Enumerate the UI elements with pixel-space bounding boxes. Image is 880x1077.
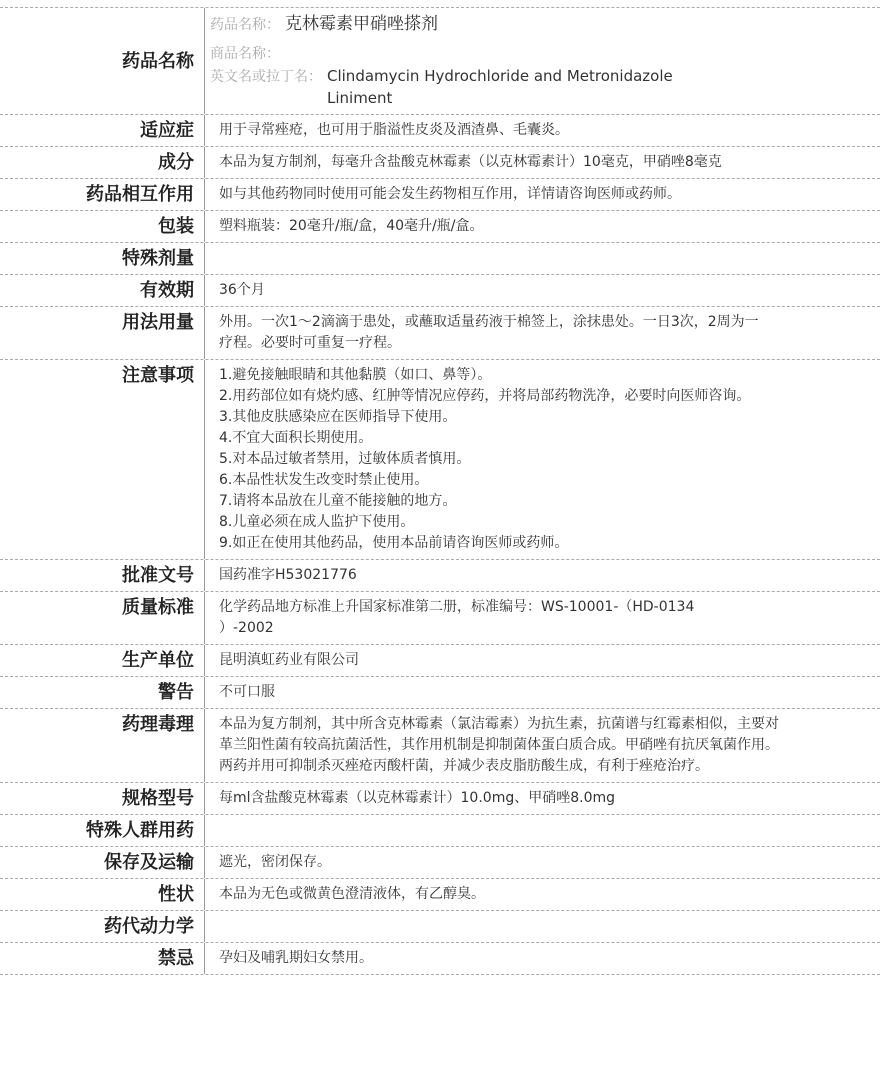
row-value (205, 645, 880, 676)
value-line: 7.请将本品放在儿童不能接触的地方。 (219, 493, 457, 509)
row-label: 药品相互作用 (0, 179, 205, 210)
field-label: 英文名或拉丁名： (210, 69, 322, 85)
value-line: ）-2002 (219, 620, 274, 636)
row-label: 用法用量 (0, 307, 205, 359)
field-label: 药品名称： (210, 17, 280, 33)
table-row (0, 8, 880, 115)
table-row (0, 179, 880, 211)
value-line: 3.其他皮肤感染应在医师指导下使用。 (219, 409, 457, 425)
value-line (219, 916, 862, 937)
table-row (0, 560, 880, 592)
value-line: Clindamycin Hydrochloride and Metronidazole (327, 67, 673, 85)
table-row (0, 360, 880, 560)
row-value (205, 911, 880, 942)
name-field (210, 65, 862, 109)
value-line: 昆明滇虹药业有限公司 (219, 652, 359, 668)
value-line: 国药准字H53021776 (219, 567, 357, 583)
row-value (205, 211, 880, 242)
table-rows (0, 115, 880, 975)
value-line: 外用。一次1～2滴滴于患处，或蘸取适量药液于棉签上，涂抹患处。一日3次，2周为一 (219, 314, 759, 330)
row-label: 规格型号 (0, 783, 205, 814)
value-line: 9.如正在使用其他药品，使用本品前请咨询医师或药师。 (219, 535, 569, 551)
table-row (0, 783, 880, 815)
table-row (0, 211, 880, 243)
value-line: 2.用药部位如有烧灼感、红肿等情况应停药，并将局部药物洗净，必要时向医师咨询。 (219, 388, 751, 404)
value-line: 化学药品地方标准上升国家标准第二册，标准编号：WS-10001-（HD-0134 (219, 599, 695, 615)
row-label: 药代动力学 (0, 911, 205, 942)
value-line: Liniment (327, 89, 393, 107)
value-line: 5.对本品过敏者禁用，过敏体质者慎用。 (219, 451, 471, 467)
row-label: 保存及运输 (0, 847, 205, 878)
row-value (205, 243, 880, 274)
row-label: 特殊剂量 (0, 243, 205, 274)
row-label: 药理毒理 (0, 709, 205, 782)
row-label: 生产单位 (0, 645, 205, 676)
value-line: 6.本品性状发生改变时禁止使用。 (219, 472, 429, 488)
value-line: 1.避免接触眼睛和其他黏膜（如口、鼻等）。 (219, 367, 492, 383)
value-line (219, 248, 862, 269)
name-field (210, 36, 862, 65)
value-line: 两药并用可抑制杀灭痤疮丙酸杆菌，并减少表皮脂肪酸生成，有利于痤疮治疗。 (219, 758, 709, 774)
table-row (0, 815, 880, 847)
row-value (205, 115, 880, 146)
field-value (285, 13, 438, 35)
value-line: 每ml含盐酸克林霉素（以克林霉素计）10.0mg、甲硝唑8.0mg (219, 790, 616, 806)
row-value (205, 709, 880, 782)
name-field (210, 13, 862, 36)
table-row (0, 911, 880, 943)
table-row (0, 645, 880, 677)
value-line: 克林霉素甲硝唑搽剂 (285, 14, 438, 34)
drug-info-table (0, 7, 880, 975)
value-line: 用于寻常痤疮，也可用于脂溢性皮炎及酒渣鼻、毛囊炎。 (219, 122, 569, 138)
table-row (0, 677, 880, 709)
row-value (205, 847, 880, 878)
row-label: 质量标准 (0, 592, 205, 644)
value-line: 8.儿童必须在成人监护下使用。 (219, 514, 415, 530)
value-line: 本品为复方制剂，每毫升含盐酸克林霉素（以克林霉素计）10毫克，甲硝唑8毫克 (219, 154, 722, 170)
table-row (0, 147, 880, 179)
value-line: 4.不宜大面积长期使用。 (219, 430, 373, 446)
value-line: 不可口服 (219, 684, 275, 700)
row-label: 有效期 (0, 275, 205, 306)
table-row (0, 592, 880, 645)
table-row (0, 243, 880, 275)
row-value (205, 943, 880, 974)
row-value (205, 815, 880, 846)
value-line: 革兰阳性菌有较高抗菌活性，其作用机制是抑制菌体蛋白质合成。甲硝唑有抗厌氧菌作用。 (219, 737, 779, 753)
row-label: 注意事项 (0, 360, 205, 559)
value-line: 如与其他药物同时使用可能会发生药物相互作用，详情请咨询医师或药师。 (219, 186, 681, 202)
table-row (0, 275, 880, 307)
value-line: 遮光，密闭保存。 (219, 854, 331, 870)
value-line: 塑料瓶装：20毫升/瓶/盒，40毫升/瓶/盒。 (219, 218, 484, 234)
row-value (205, 307, 880, 359)
value-line (219, 820, 862, 841)
field-value (327, 65, 673, 109)
row-label: 适应症 (0, 115, 205, 146)
table-row (0, 307, 880, 360)
value-line: 本品为无色或微黄色澄清液体，有乙醇臭。 (219, 886, 485, 902)
value-line: 本品为复方制剂，其中所含克林霉素（氯洁霉素）为抗生素，抗菌谱与红霉素相似，主要对 (219, 716, 779, 732)
row-value (205, 592, 880, 644)
row-label: 药品名称 (0, 8, 205, 114)
table-row (0, 943, 880, 975)
row-value (205, 783, 880, 814)
row-label: 警告 (0, 677, 205, 708)
row-value (205, 8, 880, 114)
row-label: 性状 (0, 879, 205, 910)
row-value (205, 360, 880, 559)
row-value (205, 879, 880, 910)
value-line: 36个月 (219, 282, 265, 298)
row-label: 特殊人群用药 (0, 815, 205, 846)
row-value (205, 179, 880, 210)
value-line: 疗程。必要时可重复一疗程。 (219, 335, 401, 351)
field-label: 商品名称： (210, 46, 280, 62)
row-label: 成分 (0, 147, 205, 178)
row-label: 包装 (0, 211, 205, 242)
row-value (205, 275, 880, 306)
table-row (0, 847, 880, 879)
value-line: 孕妇及哺乳期妇女禁用。 (219, 950, 373, 966)
row-value (205, 560, 880, 591)
row-label: 禁忌 (0, 943, 205, 974)
table-row (0, 879, 880, 911)
row-value (205, 147, 880, 178)
table-row (0, 709, 880, 783)
row-label: 批准文号 (0, 560, 205, 591)
table-row (0, 115, 880, 147)
row-value (205, 677, 880, 708)
